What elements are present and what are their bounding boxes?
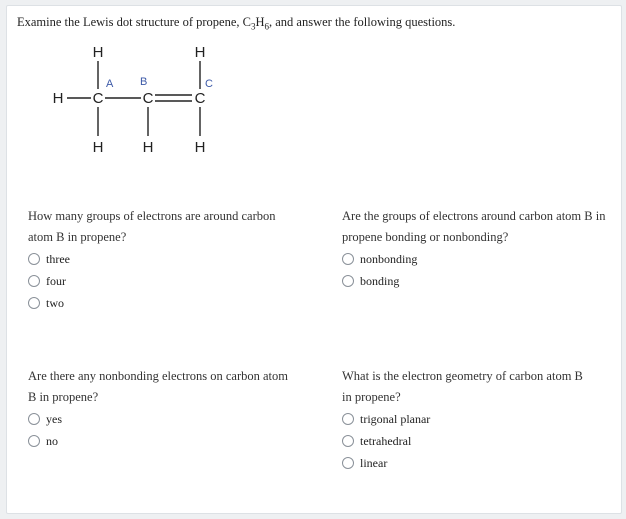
label-carbon-b: B — [140, 76, 148, 88]
radio-yes[interactable] — [28, 413, 40, 425]
radio-nonbonding[interactable] — [342, 253, 354, 265]
option-linear[interactable] — [342, 452, 592, 474]
option-four[interactable] — [28, 270, 298, 292]
question-2 — [342, 206, 607, 292]
question-4-stem: What is the electron geometry of carbon atom B in propene? — [342, 369, 583, 404]
question-4 — [342, 366, 592, 474]
radio-three[interactable] — [28, 253, 40, 265]
atom-carbon-a: C — [92, 90, 104, 107]
lewis-structure-diagram — [7, 6, 621, 186]
atom-h-top-left: H — [92, 44, 104, 61]
radio-bonding[interactable] — [342, 275, 354, 287]
option-yes-label: yes — [46, 411, 62, 426]
option-nonbonding[interactable] — [342, 248, 607, 270]
question-1 — [28, 206, 298, 314]
atom-h-left: H — [52, 90, 64, 107]
option-no[interactable] — [28, 430, 298, 452]
question-3-stem: Are there any nonbonding electrons on carbon atom B in propene? — [28, 369, 288, 404]
option-tetrahedral-label: tetrahedral — [360, 433, 412, 448]
atom-carbon-c: C — [194, 90, 206, 107]
radio-tetrahedral[interactable] — [342, 435, 354, 447]
atom-h-bottom-c: H — [194, 139, 206, 156]
option-trigonal-planar-label: trigonal planar — [360, 411, 431, 426]
option-nonbonding-label: nonbonding — [360, 251, 418, 266]
atom-carbon-b: C — [142, 90, 154, 107]
radio-four[interactable] — [28, 275, 40, 287]
radio-two[interactable] — [28, 297, 40, 309]
option-bonding[interactable] — [342, 270, 607, 292]
option-tetrahedral[interactable] — [342, 430, 592, 452]
intro-text: Examine the Lewis dot structure of propene, $C_3H_6$, and answer the following questions. — [17, 15, 456, 32]
radio-no[interactable] — [28, 435, 40, 447]
atom-h-bottom-a: H — [92, 139, 104, 156]
atom-h-top-right: H — [194, 44, 206, 61]
option-two[interactable] — [28, 292, 298, 314]
option-yes[interactable] — [28, 408, 298, 430]
option-three[interactable] — [28, 248, 298, 270]
option-trigonal-planar[interactable] — [342, 408, 592, 430]
label-carbon-c: C — [205, 78, 213, 90]
label-carbon-a: A — [106, 78, 114, 90]
radio-trigonal-planar[interactable] — [342, 413, 354, 425]
radio-linear[interactable] — [342, 457, 354, 469]
atom-h-bottom-b: H — [142, 139, 154, 156]
question-2-stem: Are the groups of electrons around carbon atom B in propene bonding or nonbonding? — [342, 209, 606, 244]
option-no-label: no — [46, 433, 58, 448]
question-3 — [28, 366, 298, 452]
question-card — [6, 5, 622, 514]
option-three-label: three — [46, 251, 70, 266]
option-bonding-label: bonding — [360, 273, 400, 288]
option-linear-label: linear — [360, 455, 388, 470]
option-two-label: two — [46, 295, 64, 310]
option-four-label: four — [46, 273, 66, 288]
question-1-stem: How many groups of electrons are around carbon atom B in propene? — [28, 209, 276, 244]
